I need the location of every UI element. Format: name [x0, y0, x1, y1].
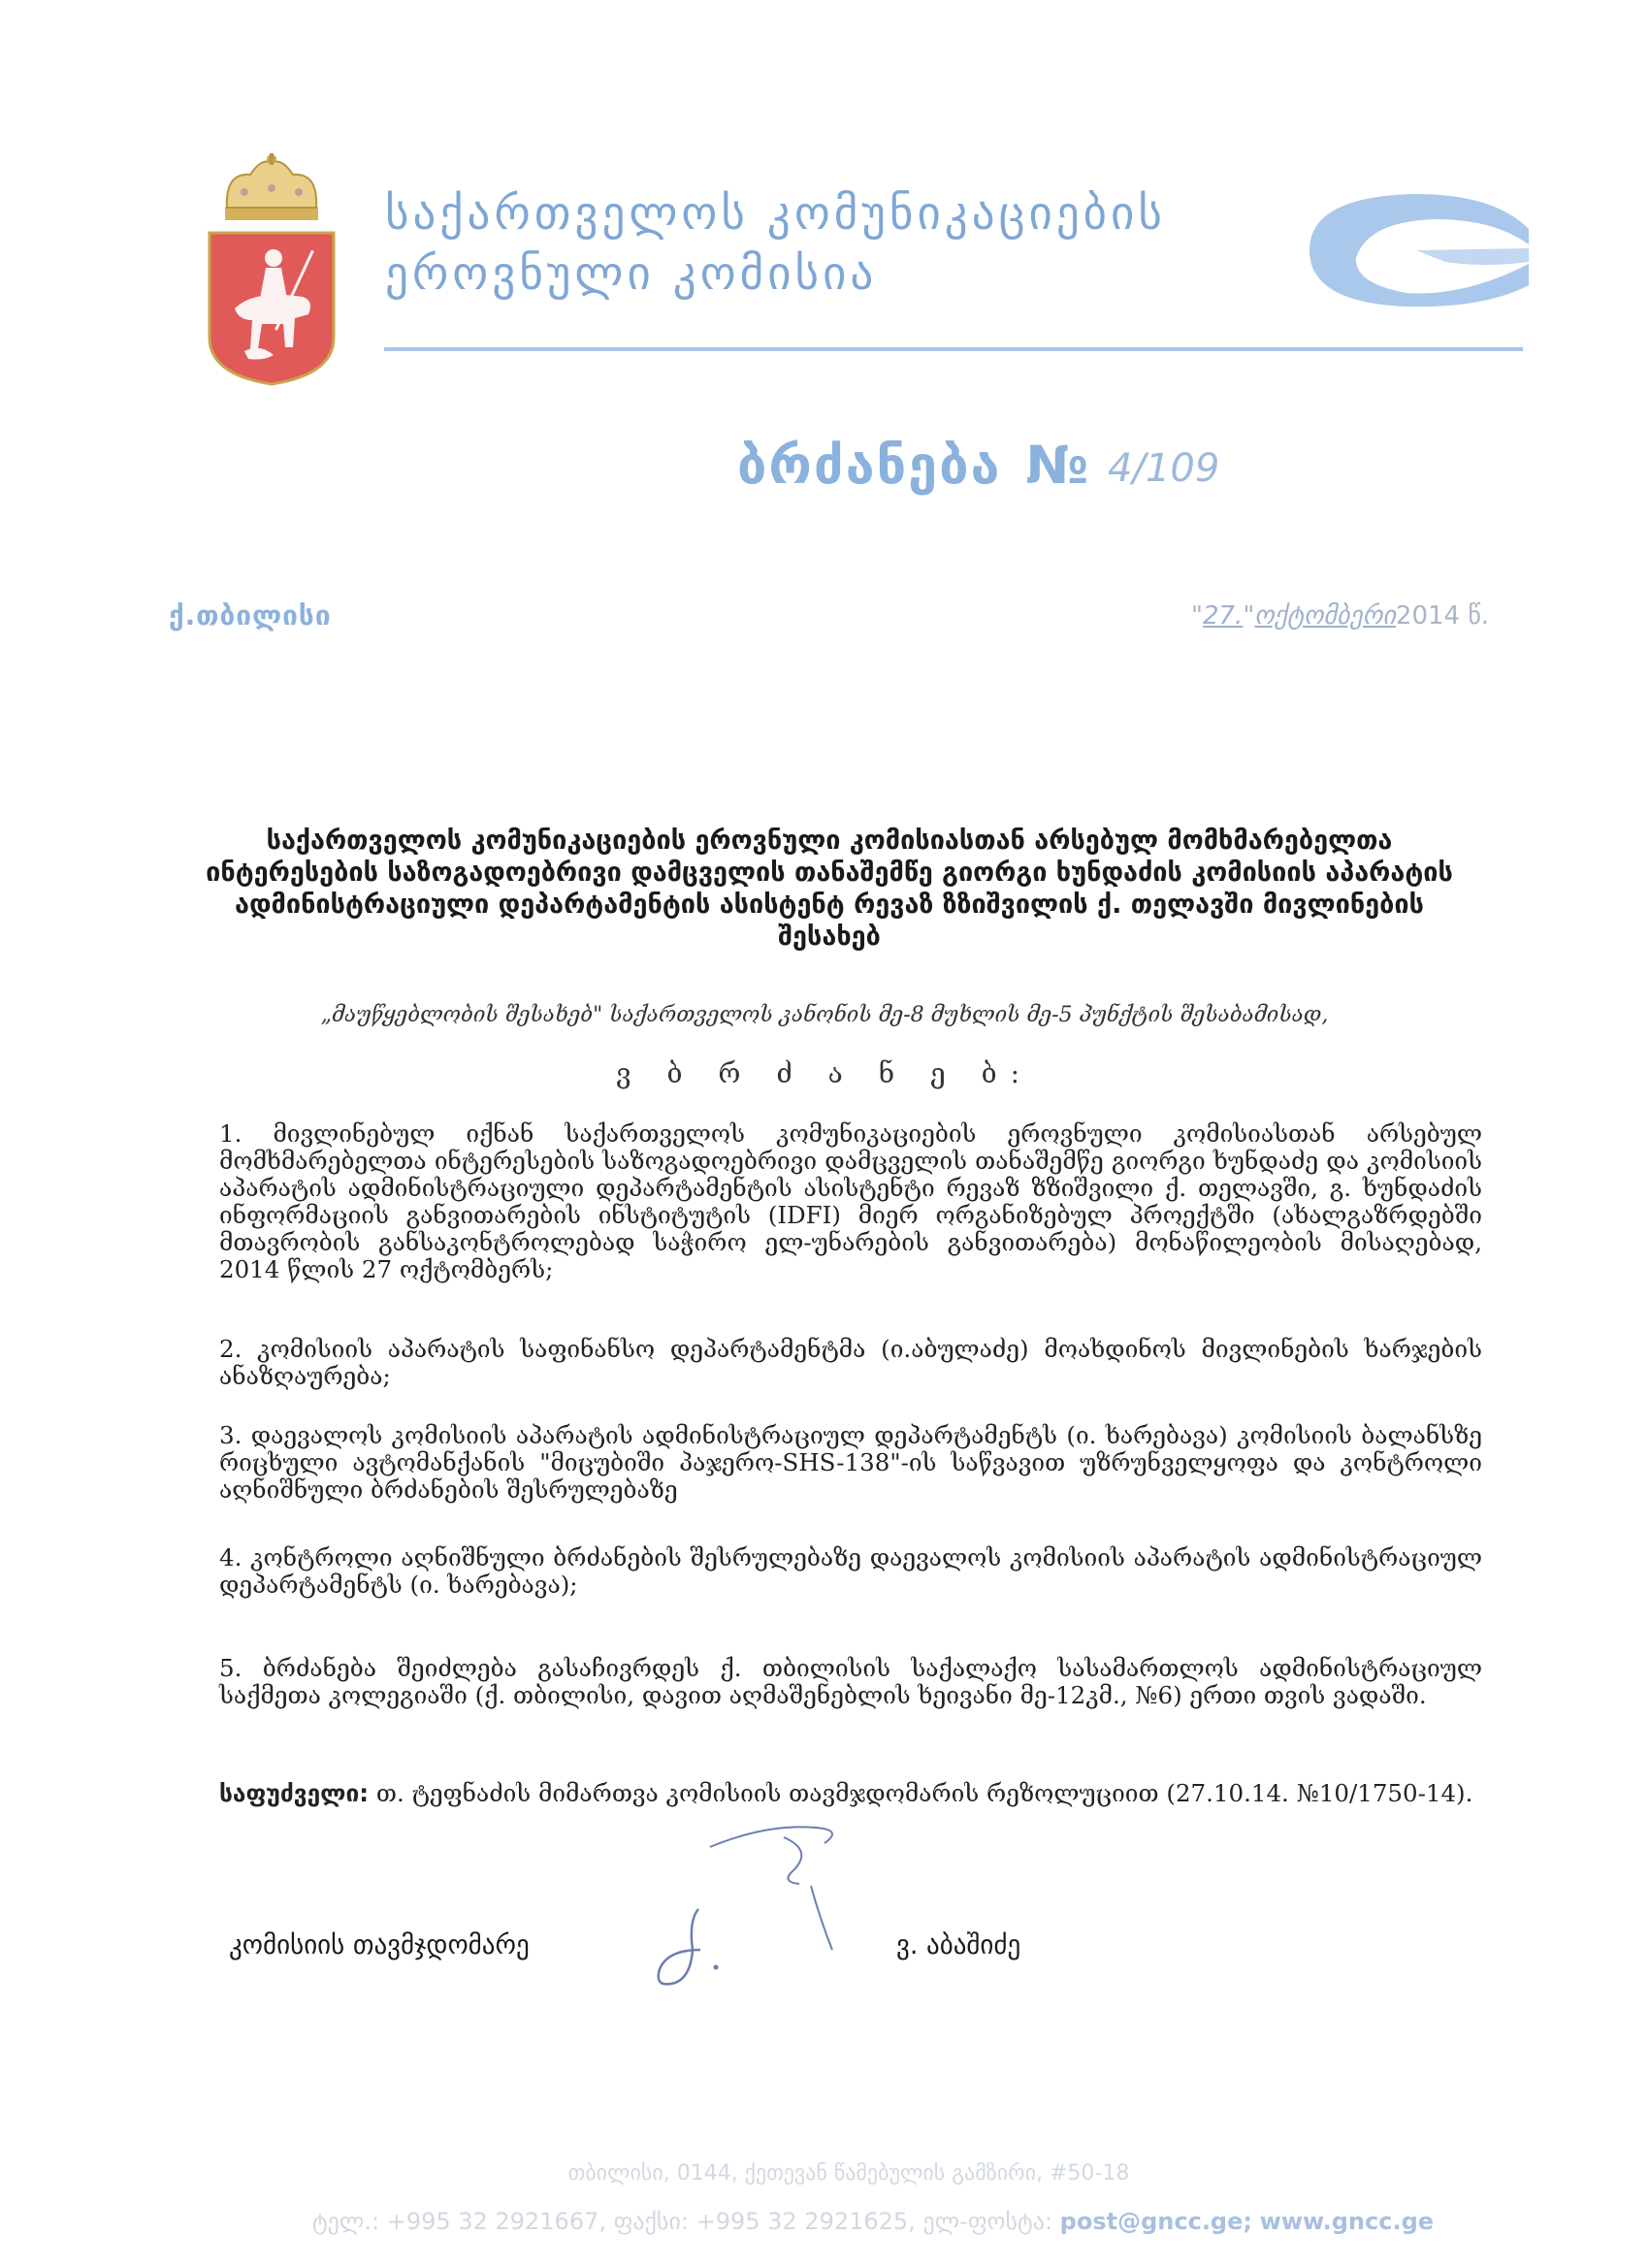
org-name-line-2: ეროვნული კომისია — [385, 247, 878, 301]
org-name-line-1: საქართველოს კომუნიკაციების — [385, 187, 1166, 241]
footer-contacts — [291, 2208, 1455, 2235]
coat-of-arms-emblem — [206, 153, 338, 386]
preamble: „მაუწყებლობის შესახებ" საქართველოს კანონის მე-8 მუხლის მე-5 პუნქტის შესაბამისად, — [320, 1003, 1329, 1027]
paragraph-4: 4. კონტროლი აღნიშნული ბრძანების შესრულებაზე დაევალოს კომისიის აპარატის ადმინისტრაციულ დეპარტამენტს (ი. ხარებავა); — [219, 1543, 1482, 1599]
city-label: ქ.თბილისი — [169, 599, 332, 632]
basis-label: საფუძველი: — [219, 1779, 370, 1807]
order-title-word: ბრძანება — [737, 435, 1002, 496]
date-year: 2014 წ. — [1395, 601, 1490, 631]
handwritten-signature-icon — [621, 1804, 912, 2018]
gncc-logo-icon — [1300, 190, 1533, 310]
signatory-position: კომისიის თავმჯდომარე — [229, 1930, 530, 1960]
decree-word: ვ ბ რ ძ ა ნ ე ბ: — [615, 1057, 1034, 1089]
order-number: 4/109 — [1108, 446, 1220, 491]
order-number-sign: № — [1025, 435, 1091, 496]
order-date: "27."ოქტომბერი2014 წ. — [1191, 601, 1490, 631]
paragraph-2: 2. კომისიის აპარატის საფინანსო დეპარტამენტმა (ი.აბულაძე) მოახდინოს მივლინების ხარჯების ანაზღაურება; — [219, 1335, 1482, 1390]
basis-text: თ. ტეფნაძის მიმართვა კომისიის თავმჯდომარის რეზოლუციით (27.10.14. №10/1750-14). — [375, 1779, 1473, 1807]
signatory-name: ვ. აბაშიძე — [896, 1930, 1021, 1960]
footer-address: თბილისი, 0144, ქეთევან წამებულის გამზირი, #50-18 — [567, 2161, 1130, 2186]
paragraph-5: 5. ბრძანება შეიძლება გასაჩივრდეს ქ. თბილისის საქალაქო სასამართლოს ადმინისტრაციულ საქმეთა კოლეგიაში (ქ. თბილისი, დავით აღმაშენებლის ხეივანი მე-12კმ., №6) ერთი თვის ვადაში. — [219, 1654, 1482, 1709]
date-day: 27. — [1202, 601, 1244, 631]
footer-website-link[interactable]: www.gncc.ge — [1259, 2208, 1435, 2235]
document-heading: საქართველოს კომუნიკაციების ეროვნული კომისიასთან არსებულ მომხმარებელთა ინტერესების საზოგადოებრივი დამცველის თანაშემწე გიორგი ხუნდაძის კომისიის აპარატის ადმინისტრაციული დეპარტამენტის ასისტენტ რევაზ ზზიშვილის ქ. თელავში მივლინების შესახებ — [206, 826, 1453, 952]
date-month: ოქტომბერი — [1254, 601, 1396, 631]
basis-paragraph — [219, 1780, 1482, 1807]
order-title — [737, 435, 1090, 496]
letterhead-divider — [384, 347, 1523, 351]
paragraph-1: 1. მივლინებულ იქნან საქართველოს კომუნიკაციების ეროვნული კომისიასთან არსებულ მომხმარებელთა ინტერესების საზოგადოებრივი დამცველის თანაშემწე გიორგი ხუნდაძე და კომისიის აპარატის ადმინისტრაციული დეპარტამენტის ასისტენტი რევაზ ზზიშვილი ქ. თელავში, გ. ხუნდაძის ინფორმაციის განვითარების ინსტიტუტის (IDFI) მიერ ორგანიზებულ პროექტში (ახალგაზრდებში მთავრობის განსაკონტროლებად საჭირო ელ-უნარების განვითარება) მონაწილეობის მისაღებად, 2014 წლის 27 ოქტომბერს; — [219, 1119, 1482, 1283]
footer-email-link[interactable]: post@gncc.ge; — [1059, 2208, 1252, 2235]
footer-phone-fax: ტელ.: +995 32 2921667, ფაქსი: +995 32 2921625, ელ-ფოსტა: — [311, 2208, 1053, 2235]
organization-name — [385, 184, 1258, 305]
crown-icon — [225, 153, 318, 220]
paragraph-3: 3. დაევალოს კომისიის აპარატის ადმინისტრაციულ დეპარტამენტს (ი. ხარებავა) კომისიის ბალანსზე რიცხული ავტომანქანის "მიცუბიში პაჯერო-SHS-138"-ის საწვავით უზრუნველყოფა და კონტროლი აღნიშნული ბრძანების შესრულებაზე — [219, 1421, 1482, 1504]
